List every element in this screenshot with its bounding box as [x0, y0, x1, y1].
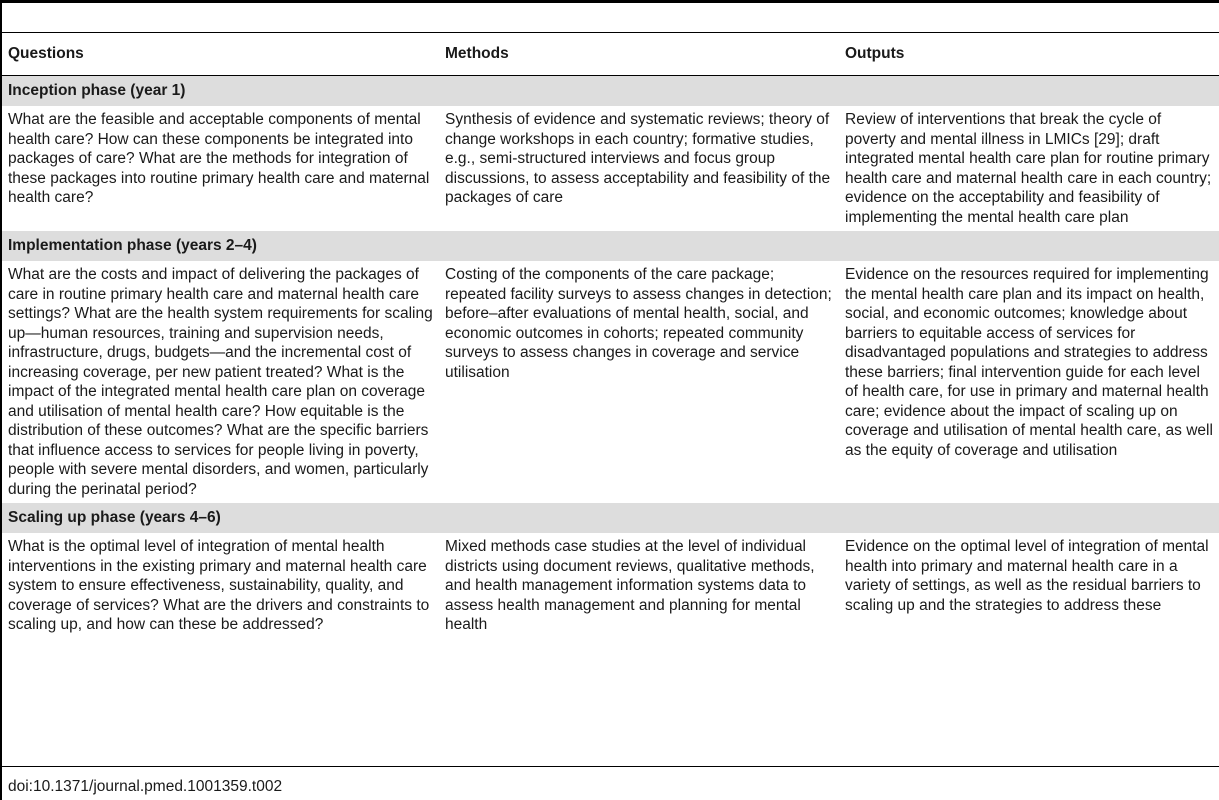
cell-outputs: Evidence on the resources required for implementing the mental health care plan and its impact on health, social, and economic outcomes; knowledge about barriers to equitable access of services for disadvantaged populations and strategies to address these barriers; final intervention guide for each level of health care, for use in primary and maternal health care; evidence about the impact of scaling up on coverage and utilisation of mental health care, as well as the equity of coverage and utilisation	[845, 266, 1213, 459]
table-header-row	[2, 33, 1219, 76]
cell-questions: What are the costs and impact of delivering the packages of care in routine primary health care and maternal health care settings? What are the health system requirements for scaling up—human resources, training and supervision needs, infrastructure, drugs, budgets—and the incremental cost of increasing coverage, per new patient treated? What is the impact of the integrated mental health care plan on coverage and utilisation of mental health care? How equitable is the distribution of these outcomes? What are the specific barriers that influence access to services for people living in poverty, people with severe mental disorders, and women, particularly during the perinatal period?	[8, 266, 433, 498]
table-row-scaling-up	[2, 533, 1219, 639]
column-header-methods: Methods	[439, 33, 839, 76]
column-header-questions: Questions	[2, 33, 439, 76]
cell-questions: What is the optimal level of integration of mental health interventions in the existing primary and maternal health care system to ensure effectiveness, sustainability, quality, and coverage of services? What are the drivers and constraints to scaling up, and how can these be addressed?	[8, 538, 430, 633]
phase-title: Scaling up phase (years 4–6)	[2, 503, 1219, 533]
top-border-rule	[0, 0, 1219, 3]
cell-methods: Mixed methods case studies at the level of individual districts using document reviews, qualitative methods, and health management information systems data to assess health management and planning for mental health	[445, 538, 815, 633]
phase-title: Implementation phase (years 2–4)	[2, 231, 1219, 261]
cell-questions: What are the feasible and acceptable components of mental health care? How can these components be integrated into packages of care? What are the methods for integration of these packages into routine primary health care and maternal health care?	[8, 111, 430, 206]
cell-methods: Costing of the components of the care package; repeated facility surveys to assess changes in detection; before–after evaluations of mental health, social, and economic outcomes in cohorts; repeated community surveys to assess changes in coverage and service utilisation	[445, 266, 832, 381]
doi-link[interactable]: doi:10.1371/journal.pmed.1001359.t002	[8, 778, 283, 795]
table-row-implementation	[2, 261, 1219, 503]
phase-row-implementation	[2, 231, 1219, 261]
table-row-inception	[2, 106, 1219, 231]
cell-outputs: Evidence on the optimal level of integration of mental health into primary and maternal health care in a variety of settings, as well as the residual barriers to scaling up and the strategies to address these	[845, 538, 1209, 614]
phases-table	[2, 33, 1219, 639]
phase-title: Inception phase (year 1)	[2, 76, 1219, 107]
table-bottom-rule	[0, 766, 1219, 767]
cell-methods: Synthesis of evidence and systematic reviews; theory of change workshops in each country; formative studies, e.g., semi-structured interviews and focus group discussions, to assess acceptability and feasibility of the packages of care	[445, 111, 831, 206]
column-header-outputs: Outputs	[839, 33, 1219, 76]
cell-outputs: Review of interventions that break the cycle of poverty and mental illness in LMICs [29]; draft integrated mental health care plan for routine primary health care and maternal health care in each country; evidence on the acceptability and feasibility of implementing the mental health care plan	[845, 111, 1212, 226]
phase-row-inception	[2, 76, 1219, 107]
phase-row-scaling-up	[2, 503, 1219, 533]
